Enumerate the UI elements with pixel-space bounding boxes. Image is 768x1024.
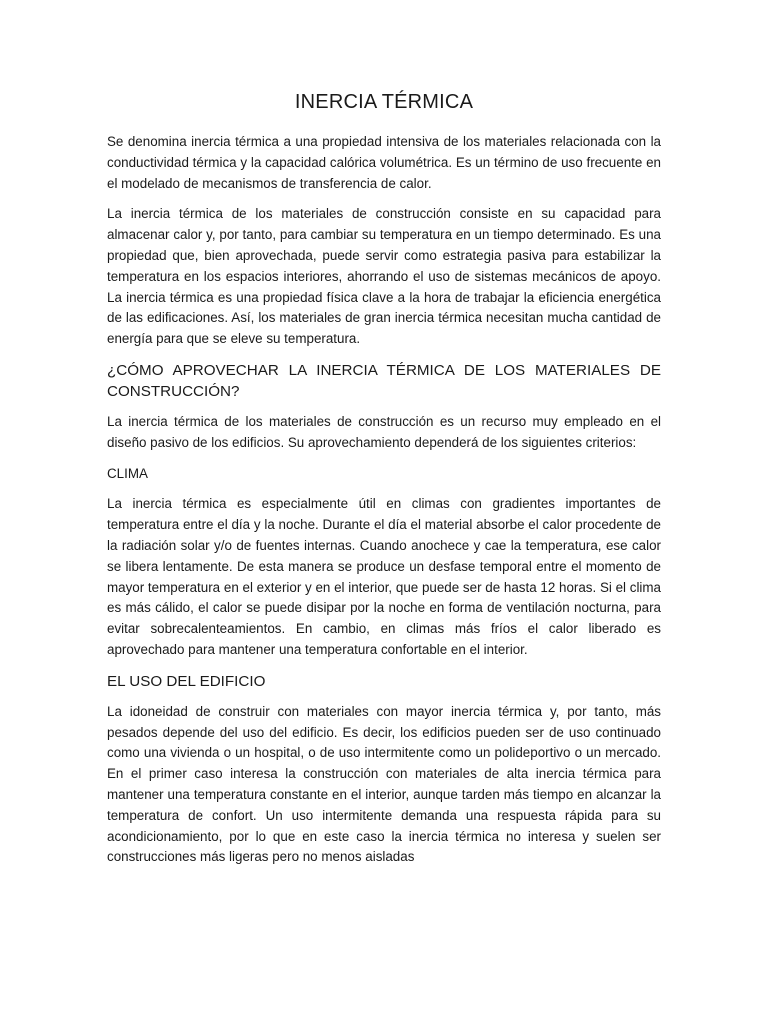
uso-paragraph: La idoneidad de construir con materiales con mayor inercia térmica y, por tanto, más pesados depende del uso del edificio. Es decir, los edificios pueden ser de uso continuado como una vivienda o un hospital, o de uso intermitente como un polideportivo o un mercado. En el primer caso interesa la construcción con materiales de alta inercia térmica para mantener una temperatura constante en el interior, aunque tarden más tiempo en alcanzar la temperatura de confort. Un uso intermitente demanda una respuesta rápida para su acondicionamiento, por lo que en este caso la inercia térmica no interesa y suelen ser construcciones más ligeras pero no menos aisladas bbox=[107, 703, 661, 865]
document-title: INERCIA TÉRMICA bbox=[294, 91, 474, 113]
section-heading: ¿CÓMO APROVECHAR LA INERCIA TÉRMICA DE LOS MATERIALES DE CONSTRUCCIÓN? bbox=[107, 361, 661, 400]
document-page bbox=[107, 88, 661, 878]
clima-heading: CLIMA bbox=[107, 465, 148, 481]
intro-paragraph-1: Se denomina inercia térmica a una propiedad intensiva de los materiales relacionada con la conductividad térmica y la capacidad calórica volumétrica. Es un término de uso frecuente en el modelado de mecanismos de transferencia de calor. bbox=[107, 134, 661, 191]
uso-heading: EL USO DEL EDIFICIO bbox=[107, 672, 266, 690]
intro-paragraph-2: La inercia térmica de los materiales de construcción consiste en su capacidad para almacenar calor y, por tanto, para cambiar su temperatura en un tiempo determinado. Es una propiedad que, bien aprovechada, puede servir como estrategia pasiva para estabilizar la temperatura en los espacios interiores, ahorrando el uso de sistemas mecánicos de apoyo. La inercia térmica es una propiedad física clave a la hora de trabajar la eficiencia energética de las edificaciones. Así, los materiales de gran inercia térmica necesitan mucha cantidad de energía para que se eleve su temperatura. bbox=[107, 206, 661, 347]
clima-paragraph: La inercia térmica es especialmente útil en climas con gradientes importantes de temperatura entre el día y la noche. Durante el día el material absorbe el calor procedente de la radiación solar y/o de fuentes internas. Cuando anochece y cae la temperatura, ese calor se libera lentamente. De esta manera se produce un desfase temporal entre el momento de mayor temperatura en el exterior y en el interior, que puede ser de hasta 12 horas. Si el clima es más cálido, el calor se puede disipar por la noche en forma de ventilación nocturna, para evitar sobrecalenteamientos. En cambio, en climas más fríos el calor liberado es aprovechado para mantener una temperatura confortable en el interior. bbox=[107, 496, 661, 657]
section-intro-paragraph: La inercia térmica de los materiales de construcción es un recurso muy empleado en el diseño pasivo de los edificios. Su aprovechamiento dependerá de los siguientes criterios: bbox=[107, 413, 661, 450]
